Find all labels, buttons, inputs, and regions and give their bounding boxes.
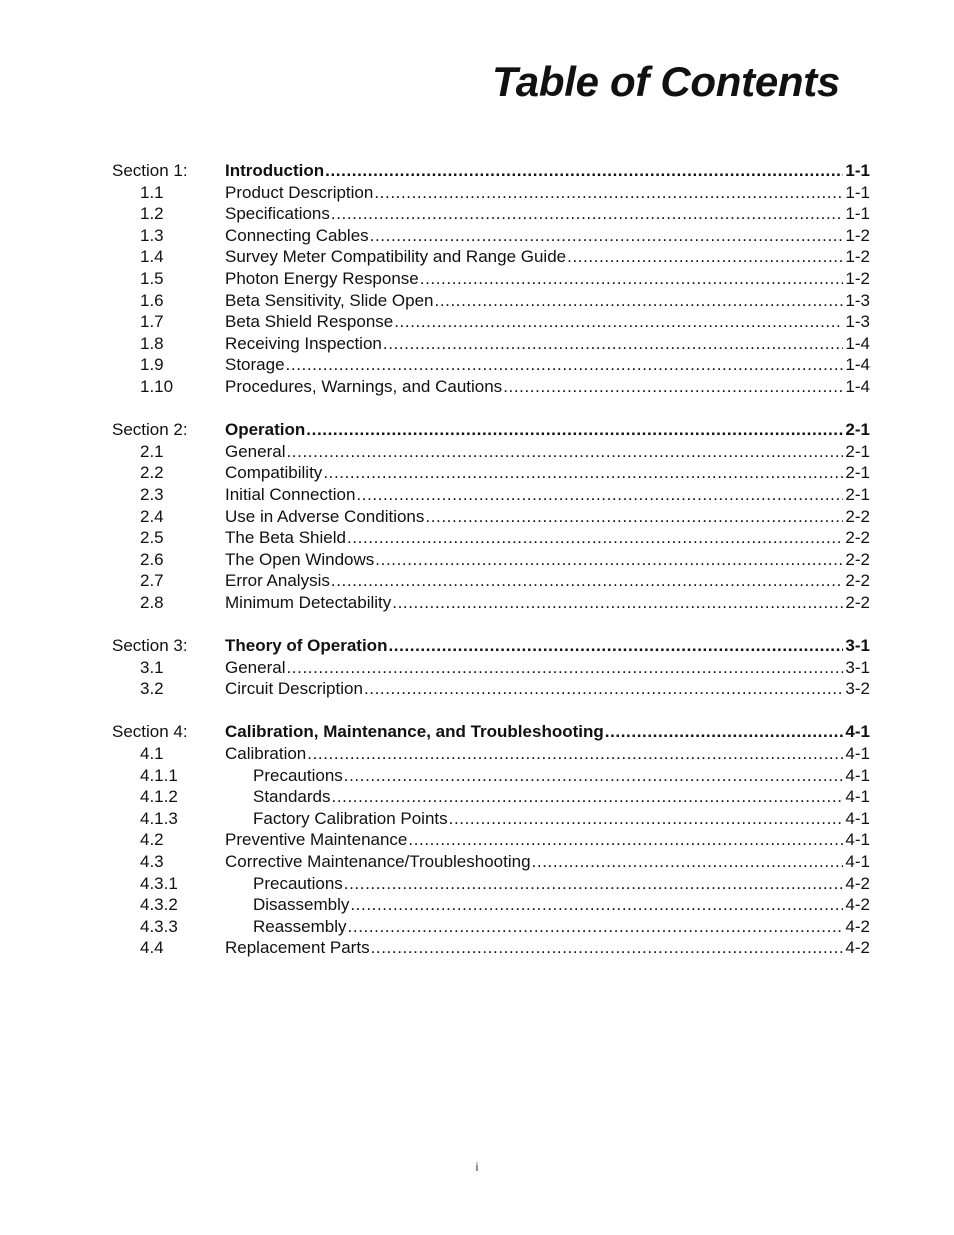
page-ref: 2-1 xyxy=(845,463,870,483)
entry-number: 1.7 xyxy=(140,312,164,332)
toc-entry xyxy=(225,657,870,679)
section-number: Section 1: xyxy=(112,161,188,180)
toc-row[interactable] xyxy=(112,549,870,571)
toc-section-heading[interactable] xyxy=(112,160,870,182)
entry-number: 4.4 xyxy=(140,938,164,958)
page-ref: 2-2 xyxy=(845,549,870,569)
toc-entry xyxy=(225,592,870,614)
dot-leader xyxy=(388,635,843,657)
toc-row[interactable] xyxy=(112,203,870,225)
dot-leader xyxy=(449,808,844,830)
toc-entry xyxy=(253,786,870,808)
dot-leader xyxy=(435,290,844,312)
dot-leader xyxy=(394,311,843,333)
entry-number: 1.4 xyxy=(140,247,164,267)
dot-leader xyxy=(350,894,843,916)
toc-entry xyxy=(225,203,870,225)
page-ref: 4-2 xyxy=(845,895,870,915)
section-title: Theory of Operation xyxy=(225,636,388,656)
page-ref: 4-1 xyxy=(845,744,870,764)
page-ref: 1-4 xyxy=(845,333,870,353)
entry-title: Receiving Inspection xyxy=(225,333,382,353)
entry-title: Disassembly xyxy=(253,895,350,915)
toc-entry xyxy=(225,268,870,290)
page-ref: 1-4 xyxy=(845,355,870,375)
toc-row[interactable] xyxy=(112,290,870,312)
toc-row[interactable] xyxy=(112,182,870,204)
entry-title: The Beta Shield xyxy=(225,528,346,548)
toc-entry xyxy=(225,549,870,571)
entry-number: 4.3 xyxy=(140,852,164,871)
page-ref: 4-2 xyxy=(845,873,870,893)
toc-entry xyxy=(225,182,870,204)
entry-title: Precautions xyxy=(253,873,343,893)
toc-row[interactable] xyxy=(112,873,870,895)
toc-row[interactable] xyxy=(112,786,870,808)
dot-leader xyxy=(347,527,843,549)
entry-number: 3.2 xyxy=(140,679,164,699)
toc-entry xyxy=(225,160,870,182)
entry-title: Photon Energy Response xyxy=(225,268,419,288)
entry-title: Corrective Maintenance/Troubleshooting xyxy=(225,852,531,871)
entry-number: 2.1 xyxy=(140,441,164,461)
toc-entry xyxy=(225,570,870,592)
dot-leader xyxy=(307,743,843,765)
toc-entry xyxy=(253,808,870,830)
toc-row[interactable] xyxy=(112,657,870,679)
toc-entry xyxy=(225,829,870,851)
dot-leader xyxy=(371,937,844,959)
entry-title: Procedures, Warnings, and Cautions xyxy=(225,376,503,396)
entry-number: 3.1 xyxy=(140,657,164,677)
dot-leader xyxy=(392,592,843,614)
section-title: Calibration, Maintenance, and Troubleshooting xyxy=(225,722,604,742)
toc-row[interactable] xyxy=(112,851,870,873)
toc-row[interactable] xyxy=(112,246,870,268)
dot-leader xyxy=(374,182,843,204)
toc-entry xyxy=(225,246,870,268)
toc-entry xyxy=(253,765,870,787)
section-number: Section 3: xyxy=(112,636,188,656)
entry-number: 1.1 xyxy=(140,182,164,202)
toc-entry xyxy=(225,376,870,398)
toc-section-1 xyxy=(112,160,870,398)
dot-leader xyxy=(325,160,843,182)
dot-leader xyxy=(383,333,844,355)
page-ref: 2-1 xyxy=(845,484,870,504)
entry-number: 4.2 xyxy=(140,830,164,850)
page-ref: 3-1 xyxy=(845,636,870,656)
entry-number: 4.3.2 xyxy=(140,895,178,915)
page-ref: 4-1 xyxy=(845,765,870,785)
toc-row[interactable] xyxy=(112,937,870,959)
dot-leader xyxy=(605,721,844,743)
page-ref: 4-1 xyxy=(845,808,870,828)
toc-row[interactable] xyxy=(112,678,870,700)
toc-section-3 xyxy=(112,635,870,700)
entry-number: 1.8 xyxy=(140,333,164,353)
entry-number: 1.2 xyxy=(140,204,164,224)
toc-section-heading[interactable] xyxy=(112,419,870,441)
section-number: Section 2: xyxy=(112,420,188,440)
dot-leader xyxy=(420,268,844,290)
toc-entry xyxy=(225,678,870,700)
dot-leader xyxy=(503,376,843,398)
page-ref: 2-2 xyxy=(845,528,870,548)
entry-title: Beta Sensitivity, Slide Open xyxy=(225,290,434,310)
toc-entry xyxy=(225,635,870,657)
dot-leader xyxy=(323,462,843,484)
page-ref: 1-1 xyxy=(845,161,870,180)
page-ref: 4-2 xyxy=(845,938,870,958)
entry-title: The Open Windows xyxy=(225,549,375,569)
page-ref: 1-4 xyxy=(845,376,870,396)
entry-number: 2.2 xyxy=(140,463,164,483)
entry-title: Minimum Detectability xyxy=(225,592,392,612)
entry-title: Standards xyxy=(253,787,331,807)
toc-row[interactable] xyxy=(112,765,870,787)
entry-title: Storage xyxy=(225,355,285,375)
entry-number: 2.4 xyxy=(140,506,164,526)
table-of-contents xyxy=(112,160,870,981)
entry-title: Product Description xyxy=(225,182,374,202)
dot-leader xyxy=(332,786,844,808)
toc-entry xyxy=(225,419,870,441)
entry-title: Survey Meter Compatibility and Range Guide xyxy=(225,247,567,267)
entry-number: 4.3.1 xyxy=(140,873,178,893)
section-title: Introduction xyxy=(225,161,325,180)
dot-leader xyxy=(567,246,843,268)
dot-leader xyxy=(425,506,843,528)
toc-row[interactable] xyxy=(112,376,870,398)
page-ref: 2-2 xyxy=(845,592,870,612)
toc-entry xyxy=(225,462,870,484)
dot-leader xyxy=(344,765,844,787)
page-ref: 4-1 xyxy=(845,852,870,871)
toc-row[interactable] xyxy=(112,808,870,830)
page-ref: 1-3 xyxy=(845,290,870,310)
entry-title: Use in Adverse Conditions xyxy=(225,506,425,526)
entry-title: Connecting Cables xyxy=(225,225,369,245)
toc-section-heading[interactable] xyxy=(112,721,870,743)
entry-title: Specifications xyxy=(225,204,330,224)
page-ref: 4-2 xyxy=(845,916,870,936)
entry-number: 4.1.1 xyxy=(140,765,178,785)
entry-title: General xyxy=(225,441,286,461)
toc-entry xyxy=(253,873,870,895)
entry-number: 4.3.3 xyxy=(140,916,178,936)
page-ref: 3-1 xyxy=(845,657,870,677)
entry-number: 2.8 xyxy=(140,592,164,612)
toc-entry xyxy=(253,894,870,916)
toc-row[interactable] xyxy=(112,462,870,484)
dot-leader xyxy=(331,570,844,592)
toc-entry xyxy=(225,225,870,247)
entry-title: Factory Calibration Points xyxy=(253,808,448,828)
toc-row[interactable] xyxy=(112,354,870,376)
dot-leader xyxy=(364,678,843,700)
toc-entry xyxy=(225,354,870,376)
page-ref: 4-1 xyxy=(845,787,870,807)
entry-title: Reassembly xyxy=(253,916,347,936)
entry-title: Precautions xyxy=(253,765,343,785)
entry-title: General xyxy=(225,657,286,677)
entry-number: 4.1.2 xyxy=(140,787,178,807)
entry-number: 4.1 xyxy=(140,744,164,764)
page-ref: 3-2 xyxy=(845,679,870,699)
dot-leader xyxy=(375,549,843,571)
entry-number: 1.3 xyxy=(140,225,164,245)
toc-entry xyxy=(225,506,870,528)
dot-leader xyxy=(286,354,844,376)
entry-number: 1.5 xyxy=(140,268,164,288)
dot-leader xyxy=(286,657,843,679)
toc-row[interactable] xyxy=(112,484,870,506)
dot-leader xyxy=(408,829,843,851)
toc-entry xyxy=(225,743,870,765)
entry-number: 2.3 xyxy=(140,484,164,504)
dot-leader xyxy=(286,441,843,463)
toc-row[interactable] xyxy=(112,311,870,333)
entry-number: 1.9 xyxy=(140,355,164,375)
toc-section-4 xyxy=(112,721,870,959)
page-ref: 1-1 xyxy=(845,204,870,224)
entry-number: 4.1.3 xyxy=(140,808,178,828)
page-ref: 2-1 xyxy=(845,441,870,461)
dot-leader xyxy=(370,225,844,247)
page-ref: 1-2 xyxy=(845,268,870,288)
toc-entry xyxy=(225,721,870,743)
dot-leader xyxy=(532,851,844,873)
toc-entry xyxy=(253,916,870,938)
toc-entry xyxy=(225,311,870,333)
dot-leader xyxy=(306,419,843,441)
entry-number: 2.7 xyxy=(140,571,164,591)
toc-row[interactable] xyxy=(112,743,870,765)
page-ref: 2-2 xyxy=(845,571,870,591)
toc-row[interactable] xyxy=(112,268,870,290)
toc-entry xyxy=(225,851,870,873)
toc-entry xyxy=(225,333,870,355)
page-ref: 4-1 xyxy=(845,830,870,850)
page-ref: 1-2 xyxy=(845,225,870,245)
toc-row[interactable] xyxy=(112,333,870,355)
entry-number: 1.10 xyxy=(140,376,174,396)
dot-leader xyxy=(331,203,844,225)
toc-entry xyxy=(225,937,870,959)
toc-row[interactable] xyxy=(112,527,870,549)
toc-row[interactable] xyxy=(112,225,870,247)
entry-title: Compatibility xyxy=(225,463,323,483)
toc-entry xyxy=(225,484,870,506)
toc-entry xyxy=(225,290,870,312)
toc-section-2 xyxy=(112,419,870,613)
page-ref: 2-1 xyxy=(845,420,870,440)
entry-number: 2.6 xyxy=(140,549,164,569)
page-title: Table of Contents xyxy=(491,58,840,105)
entry-title: Initial Connection xyxy=(225,484,356,504)
toc-row[interactable] xyxy=(112,916,870,938)
page-ref: 1-1 xyxy=(845,182,870,202)
page-number: i xyxy=(475,1160,479,1174)
toc-row[interactable] xyxy=(112,829,870,851)
toc-row[interactable] xyxy=(112,894,870,916)
page-ref: 1-2 xyxy=(845,247,870,267)
entry-title: Circuit Description xyxy=(225,679,363,699)
dot-leader xyxy=(356,484,843,506)
toc-row[interactable] xyxy=(112,441,870,463)
section-number: Section 4: xyxy=(112,722,188,742)
entry-number: 2.5 xyxy=(140,528,164,548)
page-ref: 4-1 xyxy=(845,722,870,742)
page-ref: 1-3 xyxy=(845,312,870,332)
entry-title: Replacement Parts xyxy=(225,938,370,958)
entry-title: Preventive Maintenance xyxy=(225,830,408,850)
toc-section-heading[interactable] xyxy=(112,635,870,657)
toc-row[interactable] xyxy=(112,570,870,592)
toc-row[interactable] xyxy=(112,506,870,528)
entry-title: Beta Shield Response xyxy=(225,312,394,332)
page-ref: 2-2 xyxy=(845,506,870,526)
entry-title: Error Analysis xyxy=(225,571,330,591)
dot-leader xyxy=(348,916,844,938)
entry-title: Calibration xyxy=(225,744,307,764)
entry-number: 1.6 xyxy=(140,290,164,310)
section-title: Operation xyxy=(225,420,306,440)
dot-leader xyxy=(344,873,844,895)
toc-row[interactable] xyxy=(112,592,870,614)
toc-entry xyxy=(225,527,870,549)
toc-entry xyxy=(225,441,870,463)
